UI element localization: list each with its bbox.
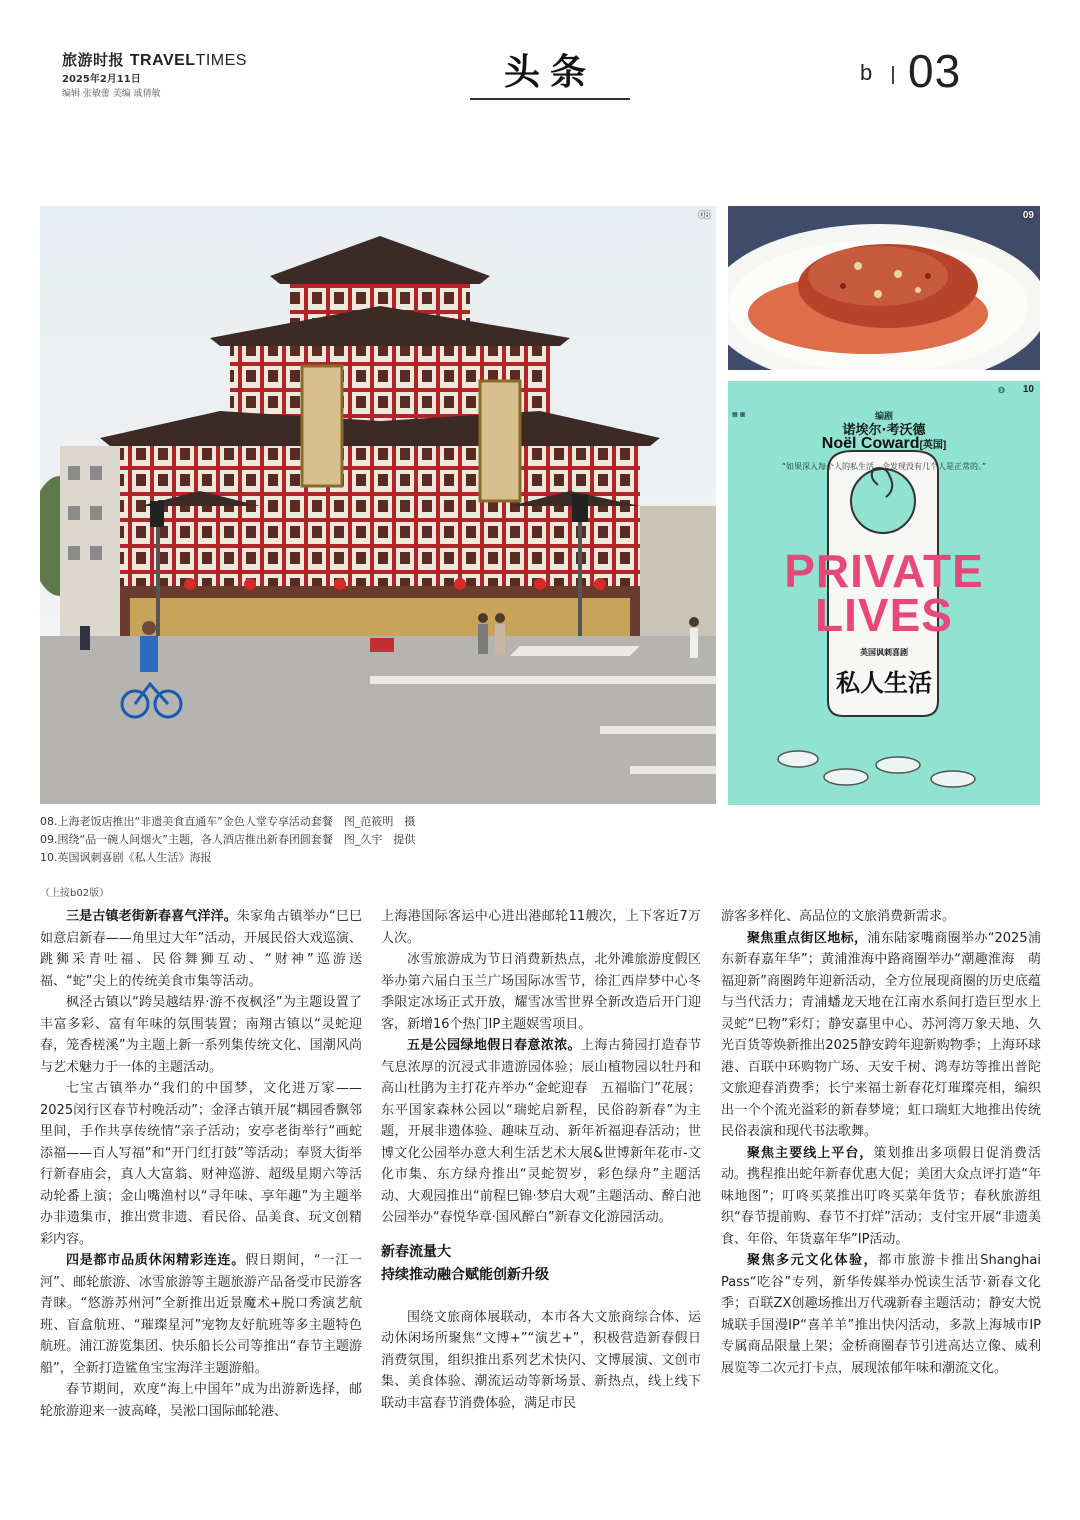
poster-director-label: 编剧 <box>874 412 893 422</box>
photo-number-09: 09 <box>1022 210 1034 221</box>
article-paragraph <box>721 1143 1041 1251</box>
paragraph-text: 浦东陆家嘴商圈举办“2025浦东新春嘉年华”；黄浦淮海中路商圈举办“潮趣淮海 萌福迎新”商圈跨年迎新活动，全方位展现商圈的历史底蕴与当代活力；青浦蟠龙天地在江南水系间打造巨型水上灵蛇“巳物”彩灯；静安嘉里中心、苏河湾万象天地、久光百货等焕新推出2025静安跨年迎新购物季；上海环球港、百联中环购物广场、天安千树、鸿寿坊等推出普陀文旅迎春消费季；长宁来福士新春花灯璀璨亮相，编织出一个个流光溢彩的新春梦境；虹口瑞虹大地推出传统民俗表演和现代书法歌舞。 <box>721 930 1041 1139</box>
paragraph-lead: 三是古镇老街新春喜气洋洋。 <box>66 909 237 924</box>
paragraph-text: 朱家角古镇举办“巳巳如意启新春——角里过大年”活动，开展民俗大戏巡演、跳狮采青吐福、民俗舞狮互动、“财神”巡游送福、“蛇”尖上的传统美食市集等活动。 <box>40 909 362 989</box>
caption-08: 08.上海老饭店推出“非遗美食直通车”金色人堂专享活动套餐 图_范筱明 摄 <box>40 815 416 828</box>
article-paragraph: 上海港国际客运中心进出港邮轮11艘次，上下客近7万人次。 <box>381 909 701 946</box>
issue-date: 2025年2月11日 <box>62 74 141 85</box>
article-paragraph <box>40 1250 362 1379</box>
paragraph-lead: 四是都市品质休闲精彩连连。 <box>66 1253 246 1268</box>
article-paragraph: 七宝古镇举办“我们的中国梦，文化进万家——2025闵行区春节村晚活动”；金泽古镇开展“耦园香飘邻里间，手作共享传统情”亲子活动；安亭老街举行“画蛇添福——百人写福”和“开门红打鼓”等活动；奉贤大街举行新春庙会，真人大富翁、财神巡游、超级星期六等活动轮番上演；金山嘴渔村以“寻年味、享年趣”为主题举办非遗集市，推出赏非遗、看民俗、品美食、玩文创精彩内容。 <box>40 1081 362 1247</box>
poster-venue-logo: ◍ <box>998 385 1005 394</box>
section-rule <box>470 98 630 100</box>
article-column-3 <box>721 906 1041 1379</box>
poster-producer-logo: ▦ ▦ <box>732 411 746 418</box>
paragraph-lead: 聚焦多元文化体验， <box>747 1253 879 1268</box>
paragraph-lead: 五是公园绿地假日春意浓浓。 <box>407 1038 581 1053</box>
caption-09: 09.围绕“品一碗人间烟火”主题，各人酒店推出新春团圆套餐 图_久宇 提供 <box>40 833 416 846</box>
poster-private-lives <box>728 381 1040 805</box>
brand-cn: 旅游时报 <box>62 51 125 69</box>
article-paragraph <box>721 1250 1041 1379</box>
article-paragraph: 游客多样化、高品位的文旅消费新需求。 <box>721 909 956 924</box>
article-paragraph <box>40 906 362 992</box>
subheading-line-2: 持续推动融合赋能创新升级 <box>381 1266 549 1283</box>
paragraph-lead: 聚焦主要线上平台， <box>747 1145 874 1161</box>
photo-restaurant-building <box>40 206 716 804</box>
poster-title-en-line1: PRIVATE <box>784 545 984 597</box>
poster-playwright-country: [英国] <box>919 440 947 451</box>
paragraph-text: 假日期间，“一江一河”、邮轮旅游、冰雪旅游等主题旅游产品备受市民游客青睐。“悠游苏州河”全新推出近景魔术+脱口秀演艺航班、盲盒航班、“璀璨星河”宠物友好航班等多主题特色航班。浦江游览集团、快乐船长公司等推出“春节主题游船”，全新打造鲨鱼宝宝海洋主题游船。 <box>40 1253 362 1376</box>
restaurant-building-illustration <box>40 206 716 804</box>
article-paragraph <box>721 928 1041 1143</box>
editor-credits: 编辑 张敏蕾 美编 戚倩敏 <box>62 89 161 99</box>
article-paragraph: 围绕文旅商体展联动，本市各大文旅商综合体、运动休闲场所聚焦“文博+”“演艺+”，积极营造新春假日消费氛围，组织推出系列艺术快闪、文博展演、文创市集、美食体验、潮流运动等新场景、新热点，线上线下联动丰富春节消费体验，满足市民 <box>381 1309 701 1411</box>
article-paragraph: 春节期间，欢度“海上中国年”成为出游新选择，邮轮旅游迎来一波高峰，吴淞口国际邮轮港、 <box>40 1382 362 1419</box>
poster-playwright-cn: 诺埃尔·考沃德 <box>842 423 926 438</box>
brand-en-light: TIMES <box>195 52 247 69</box>
poster-title-cn: 私人生活 <box>836 668 932 697</box>
section-title: 头条 <box>503 51 596 93</box>
continued-from-note: （上接b02版） <box>40 888 110 899</box>
poster-playwright-en-name: Noël Coward <box>821 435 920 452</box>
photo-dish <box>728 206 1040 370</box>
poster-title-en <box>728 545 1040 641</box>
brand-en-bold: TRAVEL <box>129 52 196 69</box>
photo-number-10: 10 <box>1022 384 1034 395</box>
article-column-2 <box>381 906 701 1414</box>
subheading-line-1: 新春流量大 <box>381 1243 451 1260</box>
paragraph-text: 策划推出多项假日促消费活动。携程推出蛇年新春优惠大促；美团大众点评打造“年味地图”；叮咚买菜推出叮咚买菜年货节；春秋旅游组织“春节提前购、春节不打烊”活动；支付宝开展“非遗美食、年俗、年货嘉年华”IP活动。 <box>721 1145 1041 1247</box>
photo-number-08: 08 <box>698 210 710 221</box>
poster-quote: “如果深入每个人的私生活，会发现没有几个人是正常的。” <box>781 462 987 471</box>
newspaper-brand <box>62 49 247 70</box>
poster-genre: 英国讽刺喜剧 <box>860 648 908 657</box>
article-paragraph <box>381 1035 701 1229</box>
poster-playwright-en <box>728 435 1040 453</box>
paragraph-text: 上海古猗园打造春节气息浓厚的沉浸式非遗游园体验；辰山植物园以牡丹和高山杜鹃为主打花卉举办“金蛇迎春 五福临门”花展；东平国家森林公园以“瑞蛇启新程，民俗韵新春”为主题，开展非遗体验、趣味互动、新年祈福迎春活动；世博文化公园举办意大利生活艺术大展&世博新年花市-文化市集、东方绿舟推出“灵蛇贺岁，彩色绿舟”主题活动、大观园推出“前程巳锦·梦启大观”主题活动、醉白池公园举办“春悦华章·国风醉白”新春文化游园活动。 <box>381 1038 701 1225</box>
paragraph-text: 都市旅游卡推出Shanghai Pass“吃谷”专列，新华传媒举办悦读生活节·新春文化季；百联ZX创趣场推出万代魂新春主题活动；静安大悦城联手国漫IP“喜羊羊”推出快闪活动，多款上海城市IP专属商品限量上架；金桥商圈春节引进高达立像、威利展览等二次元打卡点，展现浓郁年味和潮流文化。 <box>721 1253 1041 1376</box>
page-letter: b <box>860 60 873 85</box>
page-number: 03 <box>908 45 962 97</box>
article-column-1 <box>40 906 362 1422</box>
caption-10: 10.英国讽刺喜剧《私人生活》海报 <box>40 851 212 864</box>
article-paragraph: 枫泾古镇以“跨吴越结界·游不夜枫泾”为主题设置了丰富多彩、富有年味的氛围装置；南翔古镇以“灵蛇迎春，笼香槎溪”为主题上新一系列集传统文化、国潮风尚与艺术魅力于一体的主题活动。 <box>40 995 362 1075</box>
poster-title-en-line2: LIVES <box>815 589 953 641</box>
article-paragraph: 冰雪旅游成为节日消费新热点，北外滩旅游度假区举办第六届白玉兰广场国际冰雪节，徐汇西岸梦中心冬季限定冰场正式开放，耀雪冰雪世界全新改造后开门迎客，新增16个热门IP主题娱雪项目。 <box>381 952 701 1032</box>
dish-illustration <box>728 206 1040 370</box>
page-divider <box>892 66 894 84</box>
paragraph-lead: 聚焦重点街区地标， <box>747 930 868 946</box>
